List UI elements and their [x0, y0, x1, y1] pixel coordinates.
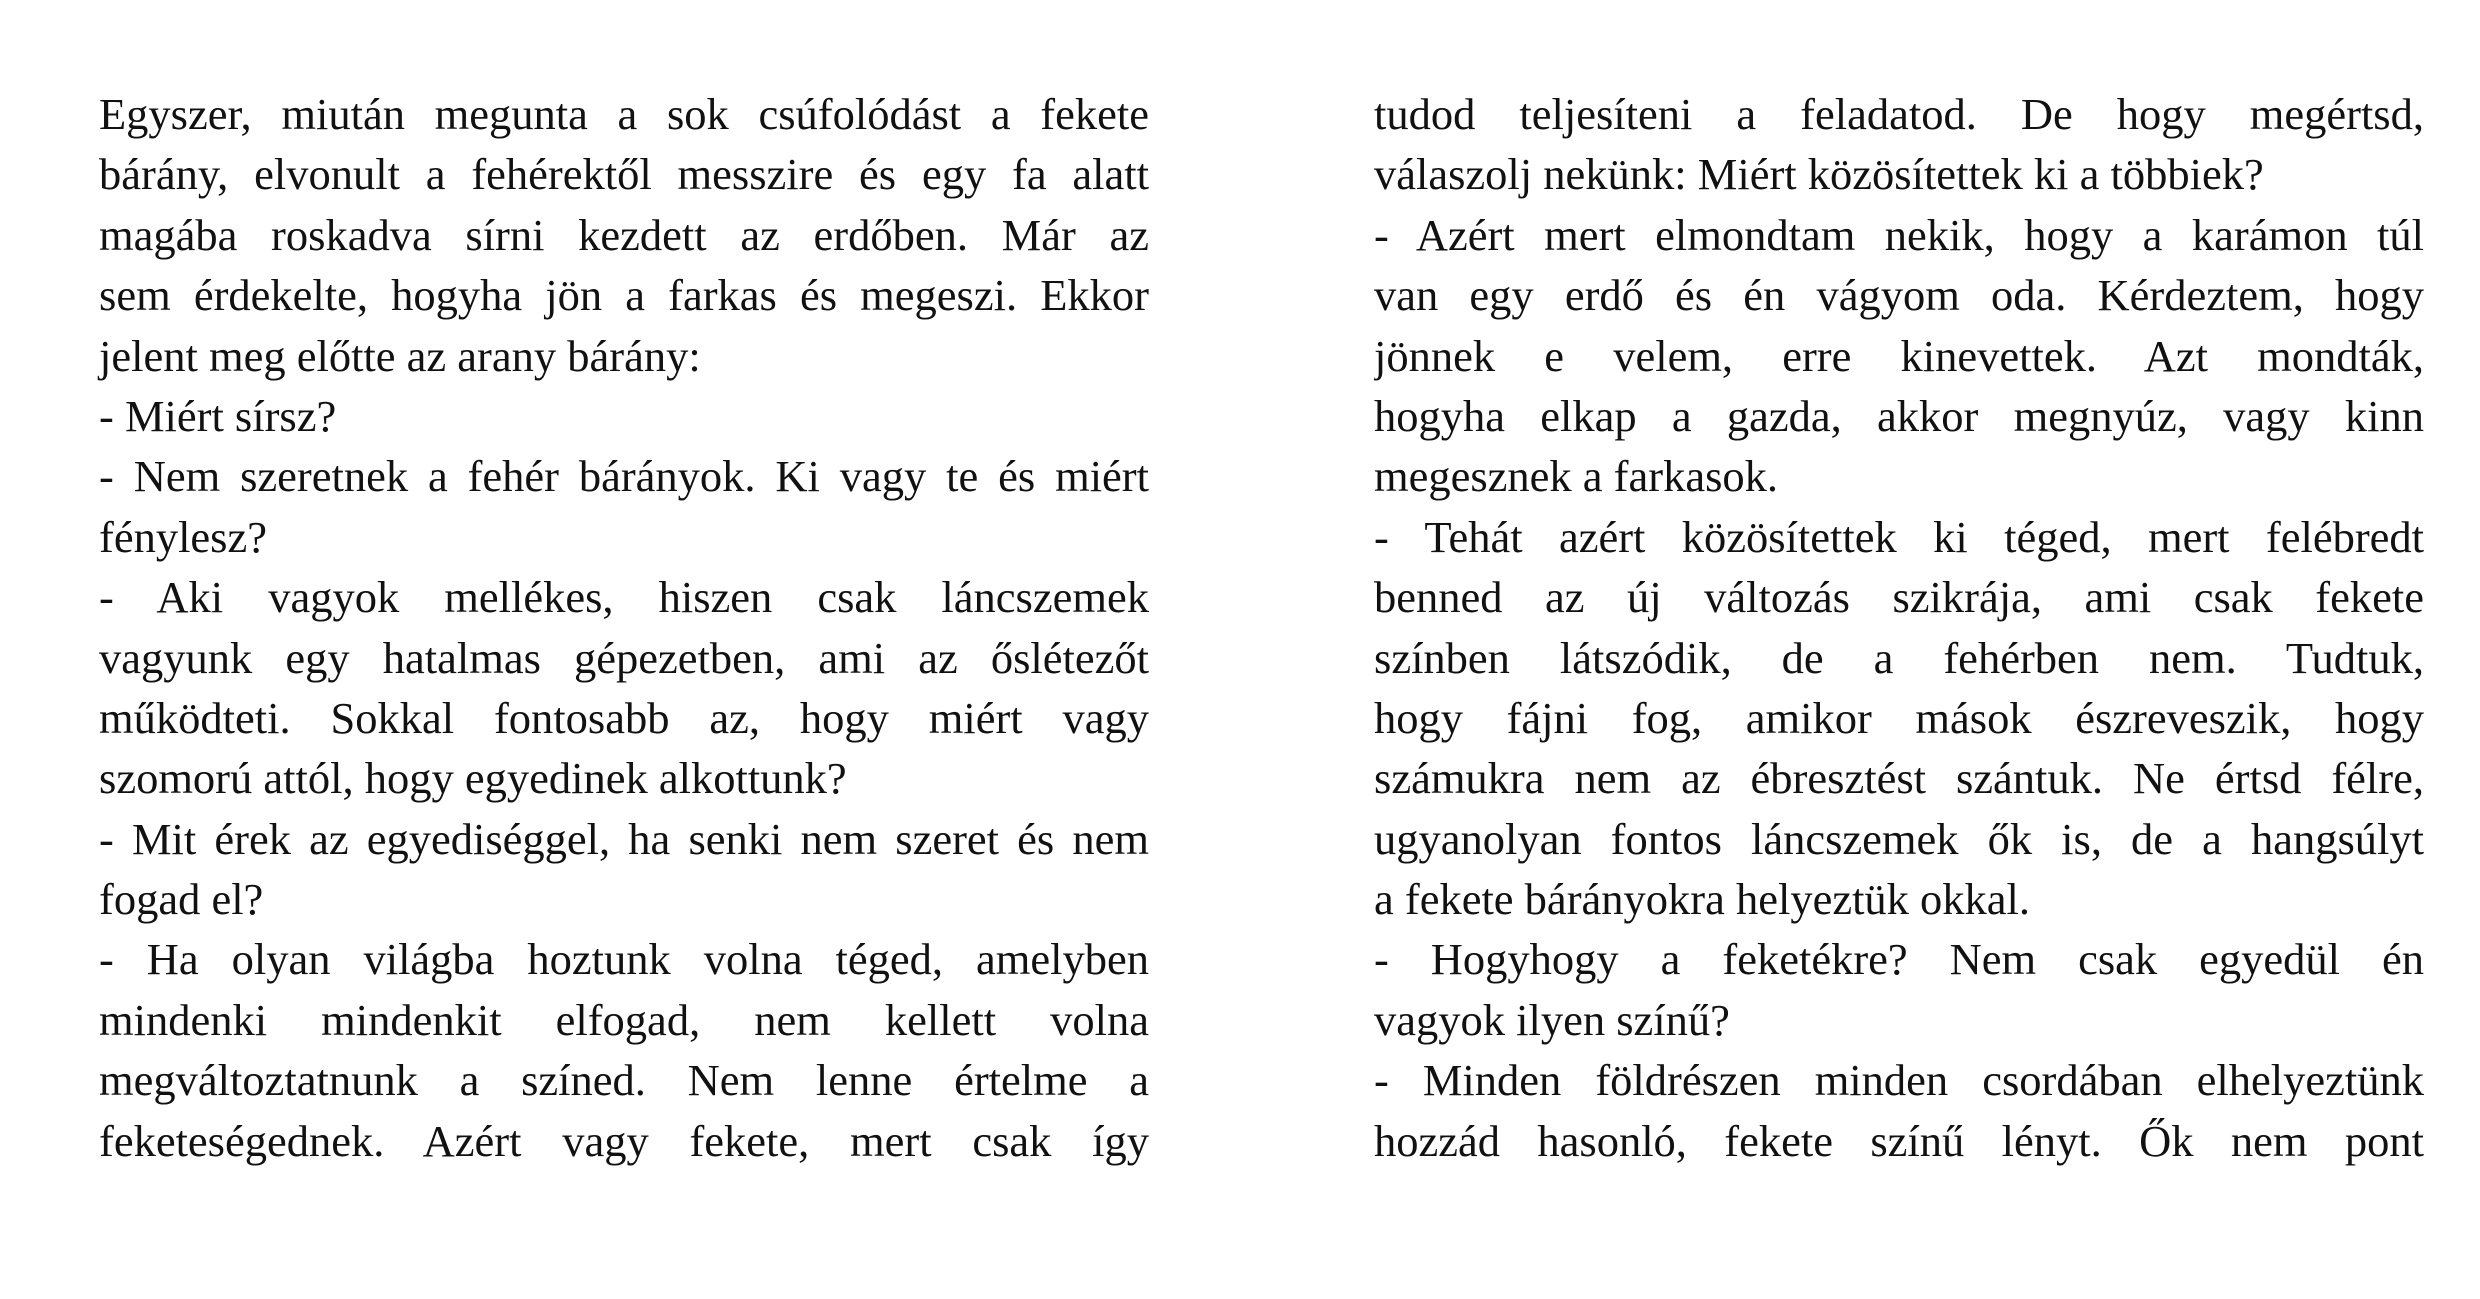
text-line: jönnek e velem, erre kinevettek. Azt mondták, — [1374, 330, 2424, 381]
text-line: - Miért sírsz? — [99, 390, 337, 441]
text-line: benned az új változás szikrája, ami csak fekete — [1374, 572, 2424, 623]
right-page-text — [1374, 84, 2424, 1171]
text-line: Egyszer, miután megunta a sok csúfolódást a fekete — [99, 89, 1149, 139]
text-line: hogyha elkap a gazda, akkor megnyúz, vagy kinn — [1374, 390, 2424, 441]
text-line: bárány, elvonult a fehérektől messzire és egy fa alatt — [99, 149, 1149, 200]
text-line: sem érdekelte, hogyha jön a farkas és megeszi. Ekkor — [99, 270, 1149, 321]
left-page-text — [99, 84, 1149, 1171]
text-line: feketeségednek. Azért vagy fekete, mert csak így — [99, 1115, 1149, 1166]
text-line: - Hogyhogy a feketékre? Nem csak egyedül én — [1374, 934, 2424, 985]
text-line: jelent meg előtte az arany bárány: — [99, 330, 701, 381]
text-line: vagyok ilyen színű? — [1374, 994, 1730, 1045]
text-line: - Ha olyan világba hoztunk volna téged, amelyben — [99, 934, 1149, 985]
text-line: vagyunk egy hatalmas gépezetben, ami az őslétezőt — [99, 632, 1149, 683]
text-line: ugyanolyan fontos láncszemek ők is, de a hangsúlyt — [1374, 813, 2424, 864]
text-line: mindenki mindenkit elfogad, nem kellett volna — [99, 994, 1149, 1045]
text-line: megesznek a farkasok. — [1374, 451, 1779, 502]
text-line: - Minden földrészen minden csordában elhelyeztünk — [1374, 1055, 2424, 1106]
text-line: van egy erdő és én vágyom oda. Kérdeztem, hogy — [1374, 270, 2424, 321]
text-line: magába roskadva sírni kezdett az erdőben. Már az — [99, 209, 1149, 260]
text-line: hozzád hasonló, fekete színű lényt. Ők nem pont — [1374, 1115, 2424, 1166]
text-line: hogy fájni fog, amikor mások észreveszik, hogy — [1374, 692, 2424, 743]
text-line: számukra nem az ébresztést szántuk. Ne értsd félre, — [1374, 753, 2424, 804]
text-line: - Nem szeretnek a fehér bárányok. Ki vagy te és miért — [99, 451, 1149, 502]
text-line: - Mit érek az egyediséggel, ha senki nem szeret és nem — [99, 813, 1149, 864]
text-line: - Aki vagyok mellékes, hiszen csak láncszemek — [99, 572, 1149, 623]
text-line: működteti. Sokkal fontosabb az, hogy miért vagy — [99, 692, 1149, 743]
text-line: tudod teljesíteni a feladatod. De hogy megértsd, — [1374, 89, 2424, 139]
text-line: szomorú attól, hogy egyedinek alkottunk? — [99, 753, 847, 804]
text-line: színben látszódik, de a fehérben nem. Tudtuk, — [1374, 632, 2424, 683]
text-line: a fekete bárányokra helyeztük okkal. — [1374, 874, 2031, 925]
text-line: megváltoztatnunk a színed. Nem lenne értelme a — [99, 1055, 1149, 1106]
text-line: fogad el? — [99, 874, 264, 925]
text-line: - Tehát azért közösítettek ki téged, mert felébredt — [1374, 511, 2424, 562]
text-line: válaszolj nekünk: Miért közösítettek ki a többiek? — [1374, 149, 2264, 200]
text-line: fénylesz? — [99, 511, 268, 562]
text-line: - Azért mert elmondtam nekik, hogy a karámon túl — [1374, 209, 2424, 260]
